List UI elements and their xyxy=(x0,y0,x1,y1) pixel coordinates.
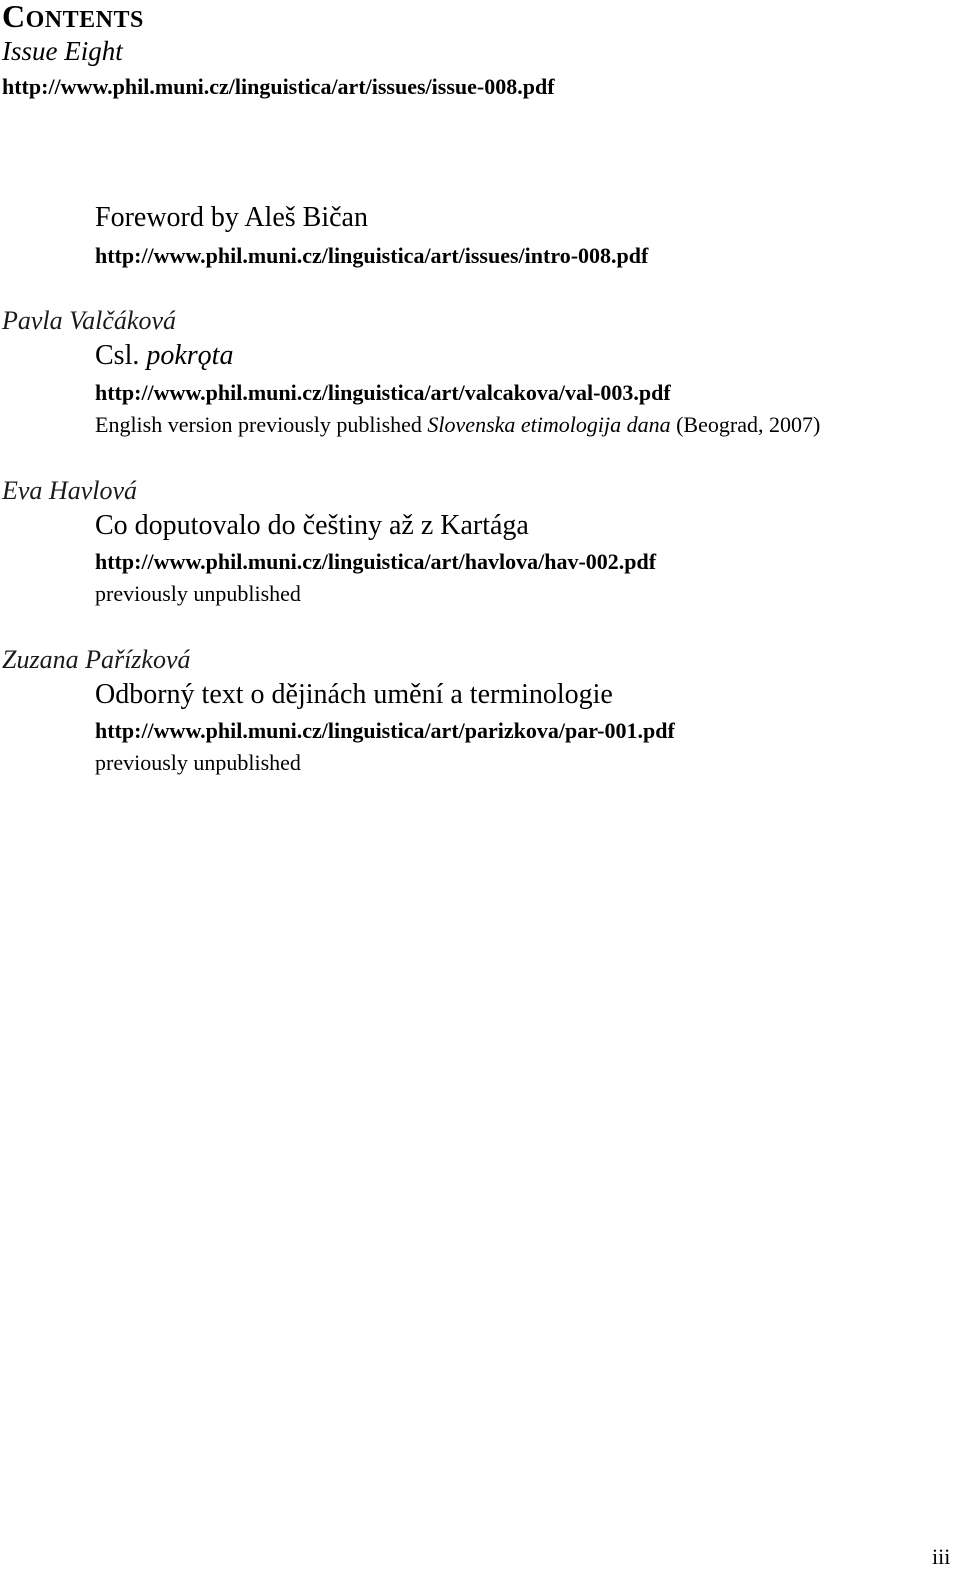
entry-valcakova-note-italic: Slovenska etimologija dana xyxy=(427,412,671,437)
entry-valcakova-title-plain: Csl. xyxy=(95,340,147,371)
entry-valcakova-title-italic: pokrǫta xyxy=(146,340,234,371)
entry-parizkova-author: Zuzana Pařízková xyxy=(2,645,191,674)
page-title-rest: ONTENTS xyxy=(25,7,144,33)
entry-valcakova-note-prefix: English version previously published xyxy=(95,412,428,437)
entry-parizkova-note: previously unpublished xyxy=(95,750,301,775)
issue-title: Issue Eight xyxy=(2,36,123,66)
entry-valcakova-title xyxy=(95,340,233,372)
issue-url-link[interactable]: http://www.phil.muni.cz/linguistica/art/issues/issue-008.pdf xyxy=(2,74,555,99)
entry-foreword-title: Foreword by Aleš Bičan xyxy=(95,202,368,233)
page-title xyxy=(2,0,144,35)
entry-havlova-note: previously unpublished xyxy=(95,581,301,606)
entry-havlova-author: Eva Havlová xyxy=(2,476,138,505)
entry-foreword-url-link[interactable]: http://www.phil.muni.cz/linguistica/art/issues/intro-008.pdf xyxy=(95,243,649,268)
entry-valcakova-author: Pavla Valčáková xyxy=(2,306,176,335)
entry-valcakova-note xyxy=(95,412,820,438)
entry-parizkova-url-link[interactable]: http://www.phil.muni.cz/linguistica/art/parizkova/par-001.pdf xyxy=(95,718,675,743)
entry-parizkova-title: Odborný text o dějinách umění a terminologie xyxy=(95,679,613,710)
page-title-initial: C xyxy=(2,0,26,34)
entry-valcakova-note-suffix: (Beograd, 2007) xyxy=(670,412,821,437)
page-number: iii xyxy=(932,1544,951,1569)
entry-havlova-url-link[interactable]: http://www.phil.muni.cz/linguistica/art/havlova/hav-002.pdf xyxy=(95,549,657,574)
entry-havlova-title: Co doputovalo do češtiny až z Kartága xyxy=(95,510,529,541)
entry-valcakova-url-link[interactable]: http://www.phil.muni.cz/linguistica/art/valcakova/val-003.pdf xyxy=(95,380,671,405)
